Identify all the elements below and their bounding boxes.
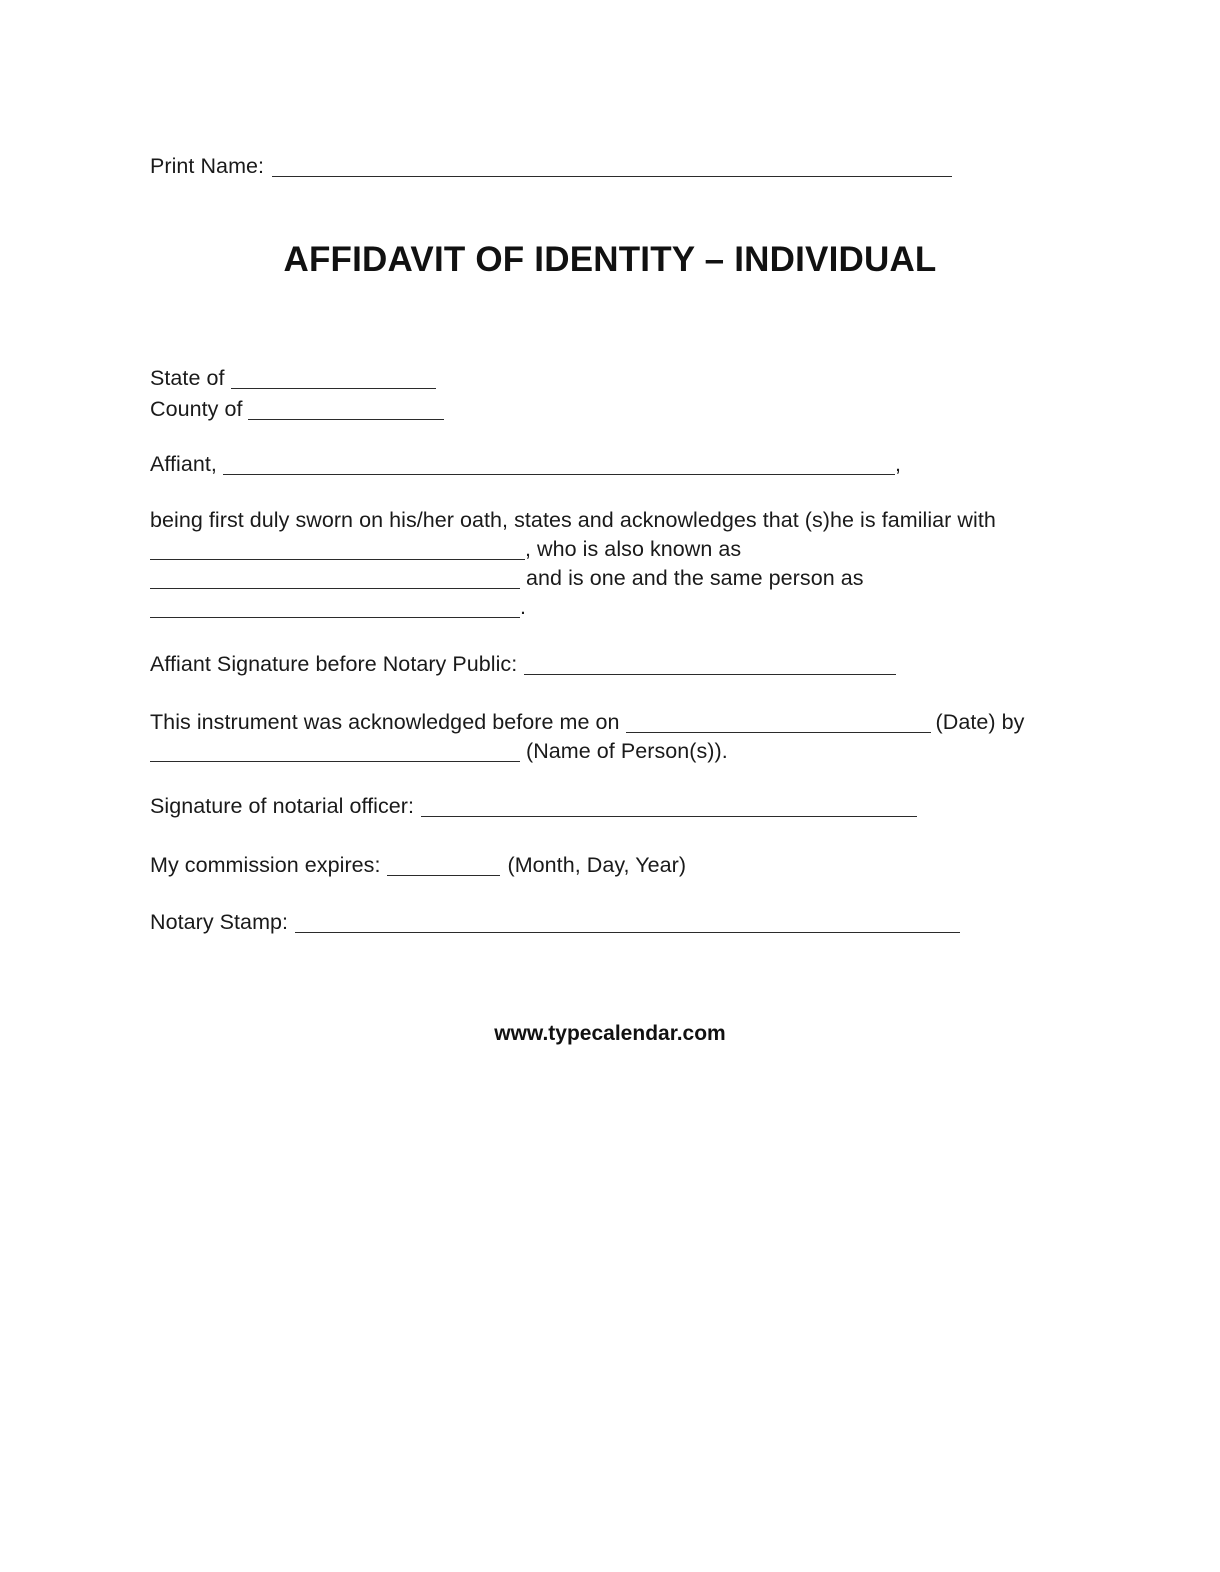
- county-row: [150, 394, 444, 425]
- affiant-signature-blank[interactable]: [524, 660, 896, 675]
- commission-expiry-blank[interactable]: [387, 861, 500, 876]
- print-name-blank[interactable]: [272, 162, 952, 177]
- acknowledgement-date-blank[interactable]: [626, 718, 931, 733]
- body-line-2: [150, 535, 996, 564]
- body-line-3: [150, 564, 996, 593]
- print-name-row: [150, 152, 952, 181]
- acknowledgement-line-2: [150, 737, 1024, 766]
- affiant-trailing-comma: ,: [894, 452, 901, 476]
- commission-format-hint: (Month, Day, Year): [507, 853, 687, 877]
- officer-signature-label: Signature of notarial officer:: [150, 794, 415, 818]
- county-label: County of: [150, 397, 243, 421]
- state-blank[interactable]: [231, 374, 436, 389]
- county-blank[interactable]: [248, 405, 444, 420]
- print-name-label: Print Name:: [150, 154, 265, 178]
- officer-signature-blank[interactable]: [421, 802, 917, 817]
- state-label: State of: [150, 366, 225, 390]
- acknowledgement-name-suffix: (Name of Person(s)).: [526, 739, 728, 763]
- affiant-row: [150, 450, 901, 479]
- affiant-label: Affiant,: [150, 452, 217, 476]
- body-line-4-text: .: [520, 595, 527, 619]
- body-line-2-text: , who is also known as: [525, 537, 742, 561]
- page-title: AFFIDAVIT OF IDENTITY – INDIVIDUAL: [283, 240, 937, 279]
- acknowledgement-lead: This instrument was acknowledged before me on: [150, 710, 620, 734]
- affidavit-body: [150, 506, 996, 622]
- body-line-4: [150, 593, 996, 622]
- state-row: [150, 363, 444, 394]
- acknowledgement-name-blank[interactable]: [150, 747, 520, 762]
- body-line-3-text: and is one and the same person as: [520, 566, 864, 590]
- acknowledgement-date-suffix: (Date) by: [935, 710, 1025, 734]
- officer-signature-row: [150, 792, 917, 821]
- acknowledgement-line-1: [150, 708, 1024, 737]
- affiant-signature-label: Affiant Signature before Notary Public:: [150, 652, 518, 676]
- footer-website: www.typecalendar.com: [494, 1022, 726, 1045]
- also-known-as-blank[interactable]: [150, 574, 520, 589]
- affiant-signature-row: [150, 650, 896, 679]
- venue-block: [150, 363, 444, 425]
- commission-expiry-label: My commission expires:: [150, 853, 381, 877]
- body-line-1: being first duly sworn on his/her oath, states and acknowledges that (s)he is familiar with: [150, 508, 996, 532]
- commission-expiry-row: [150, 851, 686, 880]
- familiar-with-blank[interactable]: [150, 545, 525, 560]
- notary-stamp-label: Notary Stamp:: [150, 910, 289, 934]
- acknowledgement-block: [150, 708, 1024, 766]
- affiant-name-blank[interactable]: [223, 460, 895, 475]
- same-person-as-blank[interactable]: [150, 603, 520, 618]
- notary-stamp-blank[interactable]: [295, 918, 960, 933]
- notary-stamp-row: [150, 908, 960, 937]
